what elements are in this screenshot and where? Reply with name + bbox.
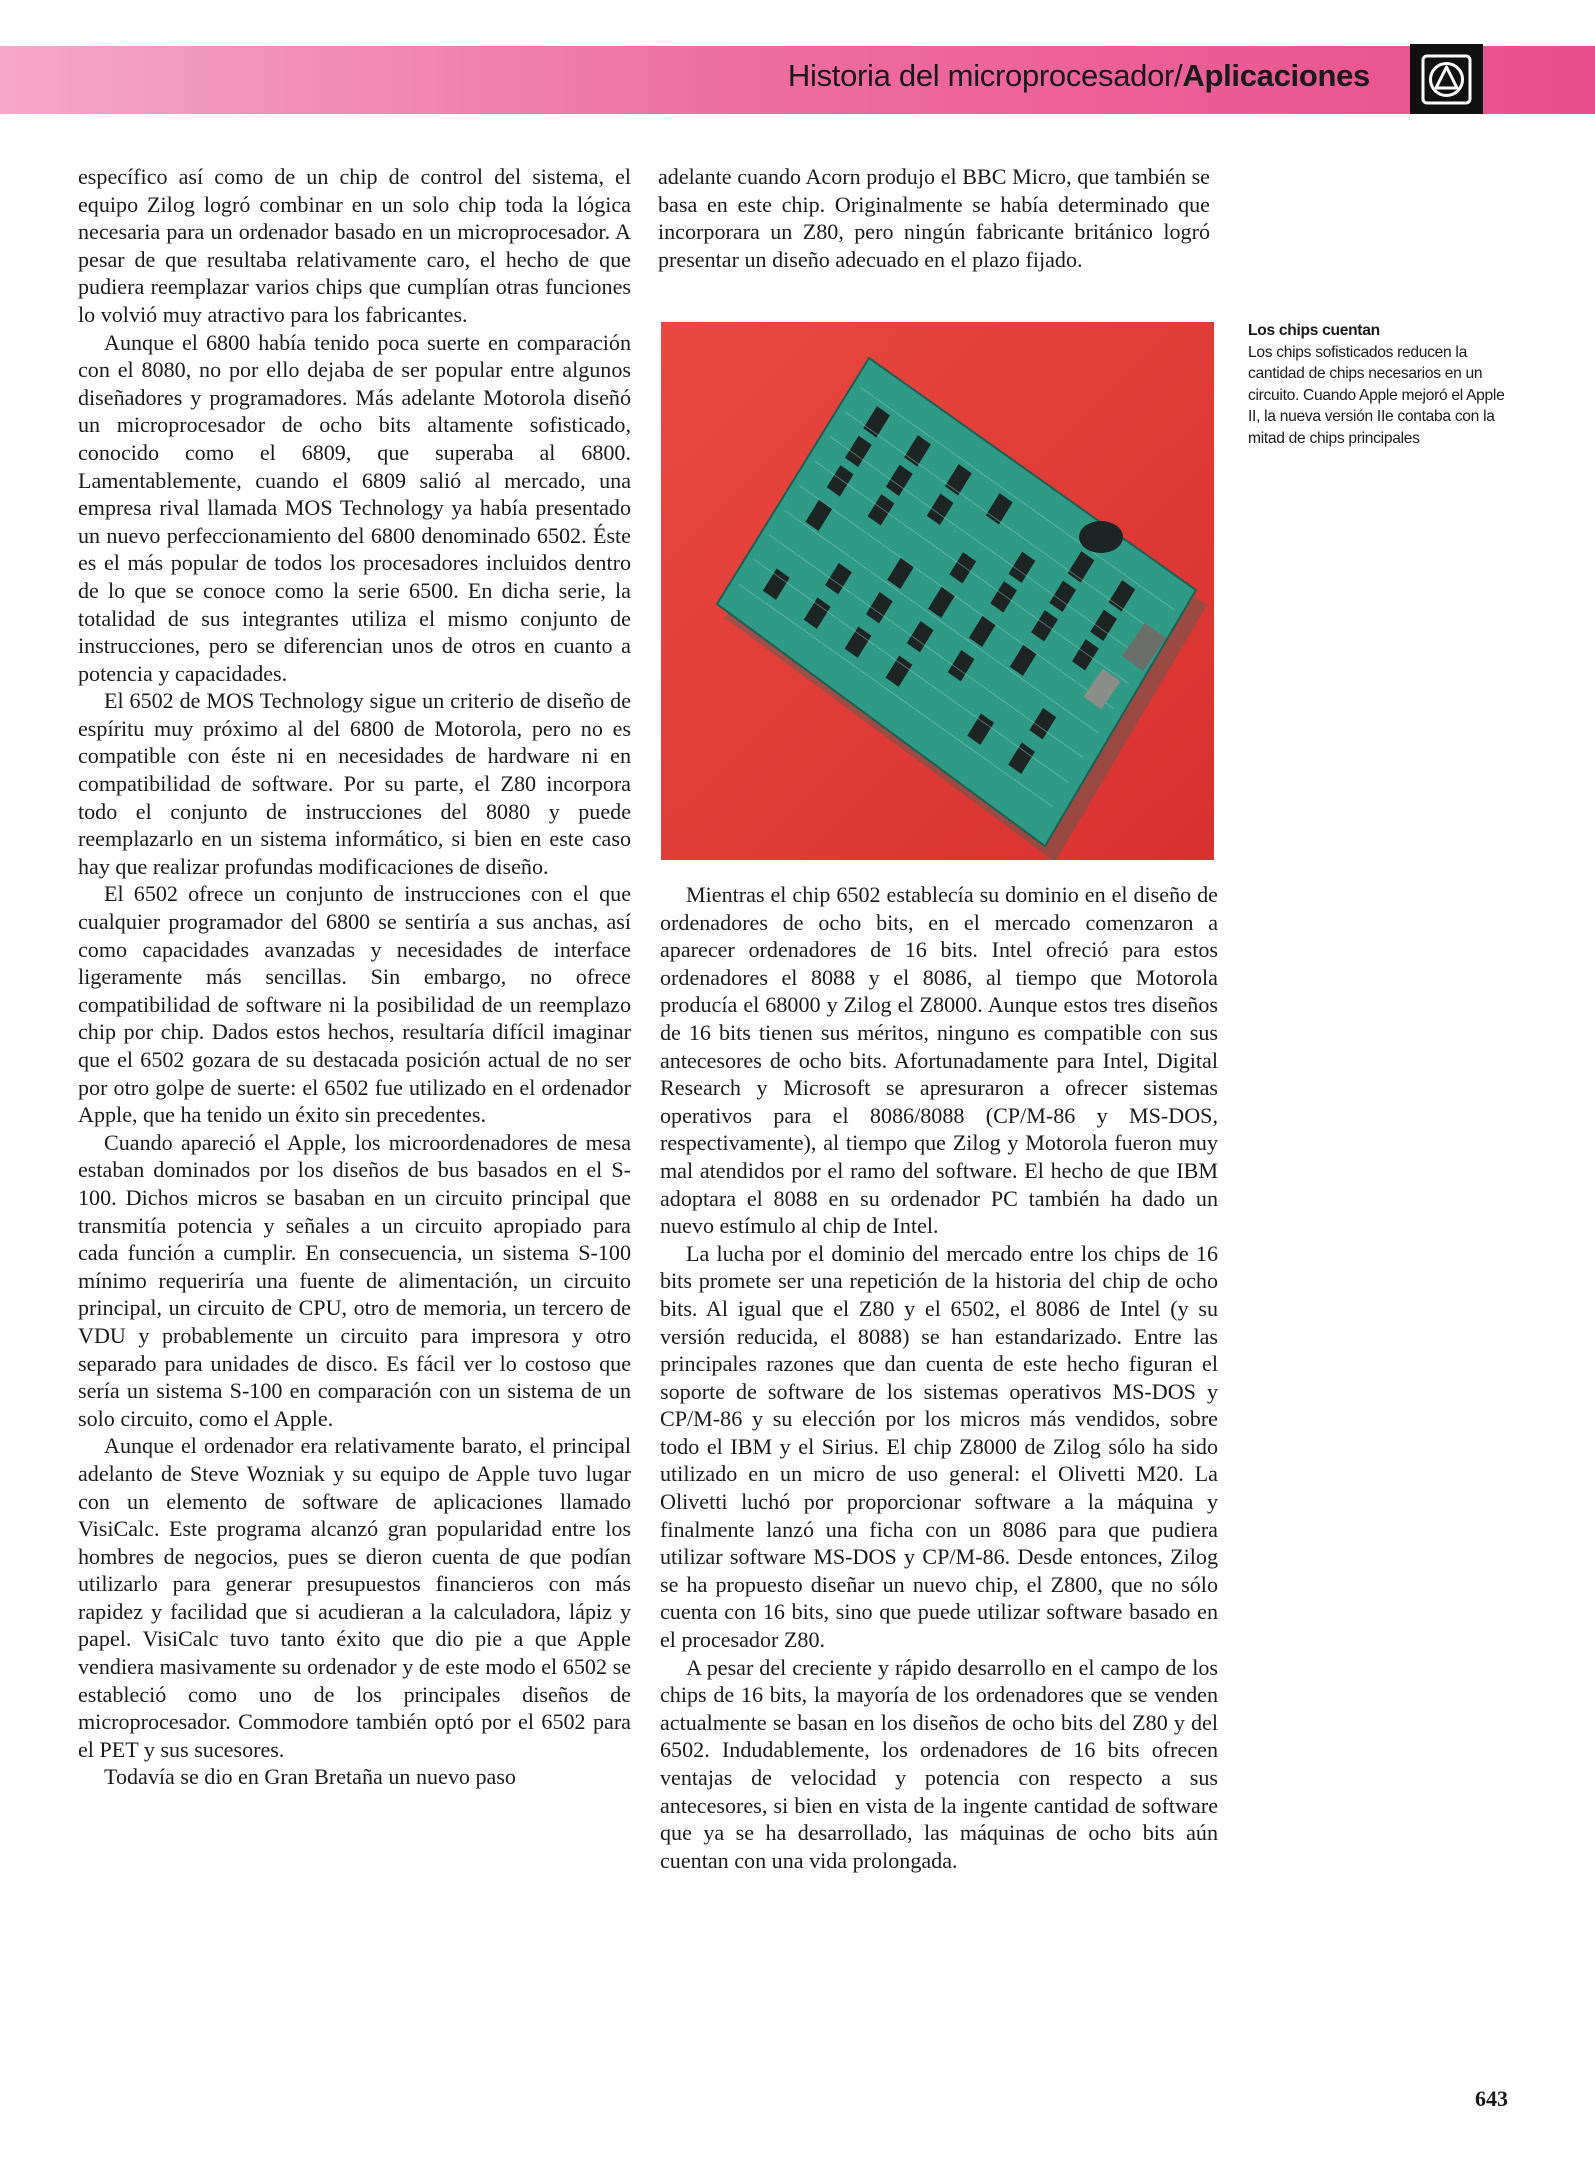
right-column-bottom [660, 881, 1218, 1874]
header-title-regular: Historia del microprocesador/ [787, 58, 1183, 93]
left-paragraph-5: Cuando apareció el Apple, los microordenadores de mesa estaban dominados por los diseños de bus basados en el S-100. Dichos micros se basaban en un circuito principal que transmitía potencia y señales a un circuito apropiado para cada función a cumplir. En consecuencia, un sistema S-100 mínimo requeriría una fuente de alimentación, un circuito principal, un circuito de CPU, otro de memoria, un tercero de VDU y probablemente un circuito para impresora y otro separado para unidades de disco. Es fácil ver lo costoso que sería un sistema S-100 en comparación con un sistema de un solo circuito, como el Apple. [78, 1129, 631, 1431]
circuit-board-illustration [661, 322, 1214, 860]
circuit-board-photo [661, 322, 1214, 860]
right-bottom-paragraph-1: Mientras el chip 6502 establecía su dominio en el diseño de ordenadores de ocho bits, en el mercado comenzaron a aparecer ordenadores de 16 bits. Intel ofreció para estos ordenadores el 8088 y el 8086, al tiempo que Motorola producía el 68000 y Zilog el Z8000. Aunque estos tres diseños de 16 bits tienen sus méritos, ninguno es compatible con sus antecesores de ocho bits. Afortunadamente para Intel, Digital Research y Microsoft se apresuraron a ofrecer sistemas operativos para el 8086/8088 (CP/M-86 y MS-DOS, respectivamente), al tiempo que Zilog y Motorola fueron muy mal atendidos por el ramo del software. El hecho de que IBM adoptara el 8088 en su ordenador PC también ha dado un nuevo estímulo al chip de Intel. [660, 882, 1218, 1239]
photo-caption [1248, 320, 1513, 449]
right-column-top [658, 163, 1210, 273]
page-header-title [788, 58, 1370, 94]
section-emblem-icon [1421, 54, 1472, 105]
header-title-bold: Aplicaciones [1182, 58, 1370, 93]
caption-text: Los chips sofisticados reducen la cantidad de chips necesarios en un circuito. Cuando Apple mejoró el Apple II, la nueva versión IIe contaba con la mitad de chips principales [1248, 343, 1505, 447]
right-bottom-paragraph-3: A pesar del creciente y rápido desarrollo en el campo de los chips de 16 bits, la mayoría de los ordenadores que se venden actualmente se basan en los diseños de ocho bits del Z80 y del 6502. Indudablemente, los ordenadores de 16 bits ofrecen ventajas de velocidad y potencia con respecto a sus antecesores, si bien en vista de la ingente cantidad de software que ya se ha desarrollado, las máquinas de ocho bits aún cuentan con una vida prolongada. [660, 1654, 1218, 1873]
left-paragraph-7: Todavía se dio en Gran Bretaña un nuevo paso [104, 1764, 516, 1790]
left-paragraph-4: El 6502 ofrece un conjunto de instrucciones con el que cualquier programador del 6800 se sentiría a sus anchas, así como capacidades avanzadas y necesidades de interface ligeramente más sencillas. Sin embargo, no ofrece compatibilidad de software ni la posibilidad de un reemplazo chip por chip. Dados estos hechos, resultaría difícil imaginar que el 6502 gozara de su destacada posición actual de no ser por otro golpe de suerte: el 6502 fue utilizado en el ordenador Apple, que ha tenido un éxito sin precedentes. [78, 881, 631, 1128]
caption-title: Los chips cuentan [1248, 322, 1380, 339]
page-number: 643 [1475, 2086, 1508, 2111]
left-paragraph-1: específico así como de un chip de control del sistema, el equipo Zilog logró combinar en un solo chip toda la lógica necesaria para un ordenador basado en un microprocesador. A pesar de que resultaba relativamente caro, el hecho de que pudiera reemplazar varios chips que cumplían otras funciones lo volvió muy atractivo para los fabricantes. [78, 164, 631, 327]
right-bottom-paragraph-2: La lucha por el dominio del mercado entre los chips de 16 bits promete ser una repetición de la historia del chip de ocho bits. Al igual que el Z80 y el 6502, el 8086 de Intel (y su versión reducida, el 8088) se han estandarizado. Entre las principales razones que dan cuenta de este hecho figuran el soporte de software de los sistemas operativos MS-DOS y CP/M-86 y su elección por los micros más vendidos, sobre todo el IBM y el Sirius. El chip Z8000 de Zilog sólo ha sido utilizado en un micro de uso general: el Olivetti M20. La Olivetti luchó por proporcionar software a la máquina y finalmente lanzó una ficha con un 8086 para que pudiera utilizar software MS-DOS y CP/M-86. Desde entonces, Zilog se ha propuesto diseñar un nuevo chip, el Z800, que no sólo cuenta con 16 bits, sino que puede utilizar software basado en el procesador Z80. [660, 1240, 1218, 1653]
section-logo [1410, 44, 1483, 114]
right-top-paragraph-1: adelante cuando Acorn produjo el BBC Micro, que también se basa en este chip. Originalmente se había determinado que incorporara un Z80, pero ningún fabricante británico logró presentar un diseño adecuado en el plazo fijado. [658, 164, 1210, 272]
left-paragraph-3: El 6502 de MOS Technology sigue un criterio de diseño de espíritu muy próximo al del 6800 de Motorola, pero no es compatible con éste ni en necesidades de hardware ni en compatibilidad de software. Por su parte, el Z80 incorpora todo el conjunto de instrucciones del 8080 y puede reemplazarlo en un sistema informático, si bien en este caso hay que realizar profundas modificaciones de diseño. [78, 688, 631, 879]
left-paragraph-6: Aunque el ordenador era relativamente barato, el principal adelanto de Steve Wozniak y su equipo de Apple tuvo lugar con un elemento de software de aplicaciones llamado VisiCalc. Este programa alcanzó gran popularidad entre los hombres de negocios, pues se dieron cuenta de que podían utilizarlo para generar presupuestos financieros con más rapidez y facilidad que si acudieran a la calculadora, lápiz y papel. VisiCalc tuvo tanto éxito que dio pie a que Apple vendiera masivamente su ordenador y de este modo el 6502 se estableció como uno de los principales diseños de microprocesador. Commodore también optó por el 6502 para el PET y sus sucesores. [78, 1433, 631, 1762]
left-paragraph-2: Aunque el 6800 había tenido poca suerte en comparación con el 8080, no por ello dejaba de ser popular entre algunos diseñadores y programadores. Más adelante Motorola diseñó un microprocesador de ocho bits altamente sofisticado, conocido como el 6809, que superaba al 6800. Lamentablemente, cuando el 6809 salió al mercado, una empresa rival llamada MOS Technology ya había presentado un nuevo perfeccionamiento del 6800 denominado 6502. Éste es el más popular de todos los procesadores incluidos dentro de lo que se conoce como la serie 6500. En dicha serie, la totalidad de sus integrantes utiliza el mismo conjunto de instrucciones, pero se diferencian unos de otros en cuanto a potencia y capacidades. [78, 329, 631, 686]
left-column [78, 163, 631, 1791]
